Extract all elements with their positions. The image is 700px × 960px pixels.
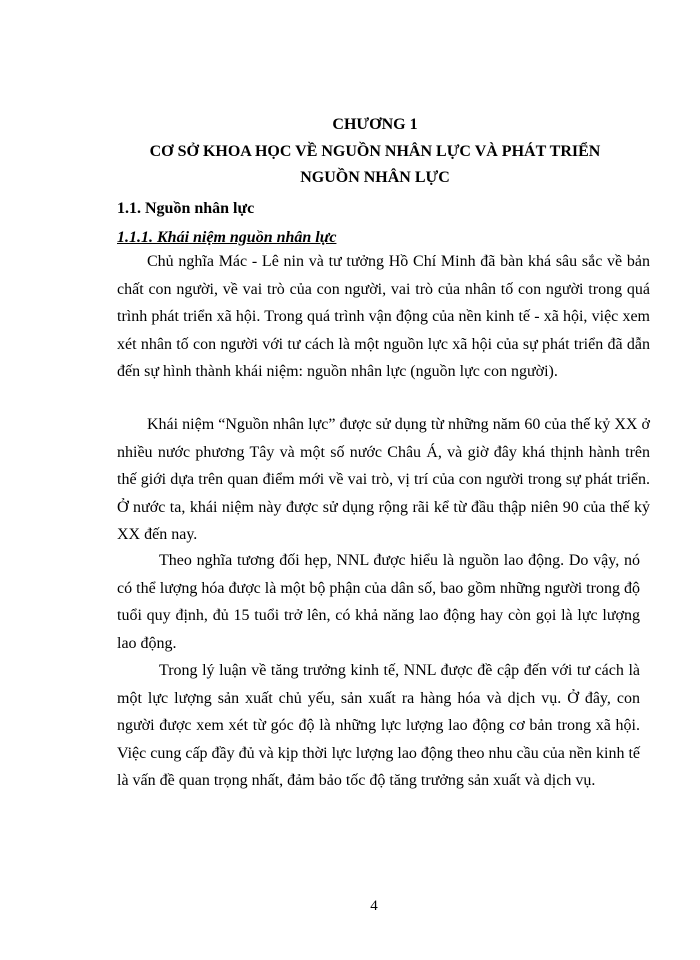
chapter-title-line-1: CƠ SỞ KHOA HỌC VỀ NGUỒN NHÂN LỰC VÀ PHÁT TRIỂN (149, 143, 601, 160)
page-number: 4 (370, 898, 378, 914)
section-heading: 1.1. Nguồn nhân lực (117, 200, 255, 217)
paragraph-2: Khái niệm “Nguồn nhân lực” được sử dụng từ những năm 60 của thế kỷ XX ở nhiều nước phương Tây và một số nước Châu Á, và giờ đây khá thịnh hành trên thế giới dựa trên quan điểm mới về vai trò, vị trí của con người trong sự phát triển. Ở nước ta, khái niệm này được sử dụng rộng rãi kể từ đầu thập niên 90 của thế kỷ XX đến nay. (117, 416, 650, 543)
paragraph-1: Chủ nghĩa Mác - Lê nin và tư tưởng Hồ Chí Minh đã bàn khá sâu sắc về bản chất con người, về vai trò của con người, vai trò của nhân tố con người trong quá trình phát triển xã hội. Trong quá trình vận động của nền kinh tế - xã hội, việc xem xét nhân tố con người với tư cách là một nguồn lực xã hội của sự phát triển đã dẫn đến sự hình thành khái niệm: nguồn nhân lực (nguồn lực con người). (117, 253, 650, 380)
chapter-number: CHƯƠNG 1 (332, 116, 418, 133)
subsection-heading: 1.1.1. Khái niệm nguồn nhân lực (117, 229, 337, 246)
paragraph-3: Theo nghĩa tương đối hẹp, NNL được hiểu là nguồn lao động. Do vậy, nó có thể lượng hóa được là một bộ phận của dân số, bao gồm những người trong độ tuổi quy định, đủ 15 tuổi trở lên, có khả năng lao động hay còn gọi là lực lượng lao động. (117, 552, 640, 652)
paragraph-4: Trong lý luận về tăng trưởng kinh tế, NNL được đề cập đến với tư cách là một lực lượng sản xuất chủ yếu, sản xuất ra hàng hóa và dịch vụ. Ở đây, con người được xem xét từ góc độ là những lực lượng lao động cơ bản trong xã hội. Việc cung cấp đầy đủ và kịp thời lực lượng lao động theo nhu cầu của nền kinh tế là vấn đề quan trọng nhất, đảm bảo tốc độ tăng trưởng sản xuất và dịch vụ. (117, 662, 640, 789)
chapter-title-line-2: NGUỒN NHÂN LỰC (300, 169, 450, 186)
